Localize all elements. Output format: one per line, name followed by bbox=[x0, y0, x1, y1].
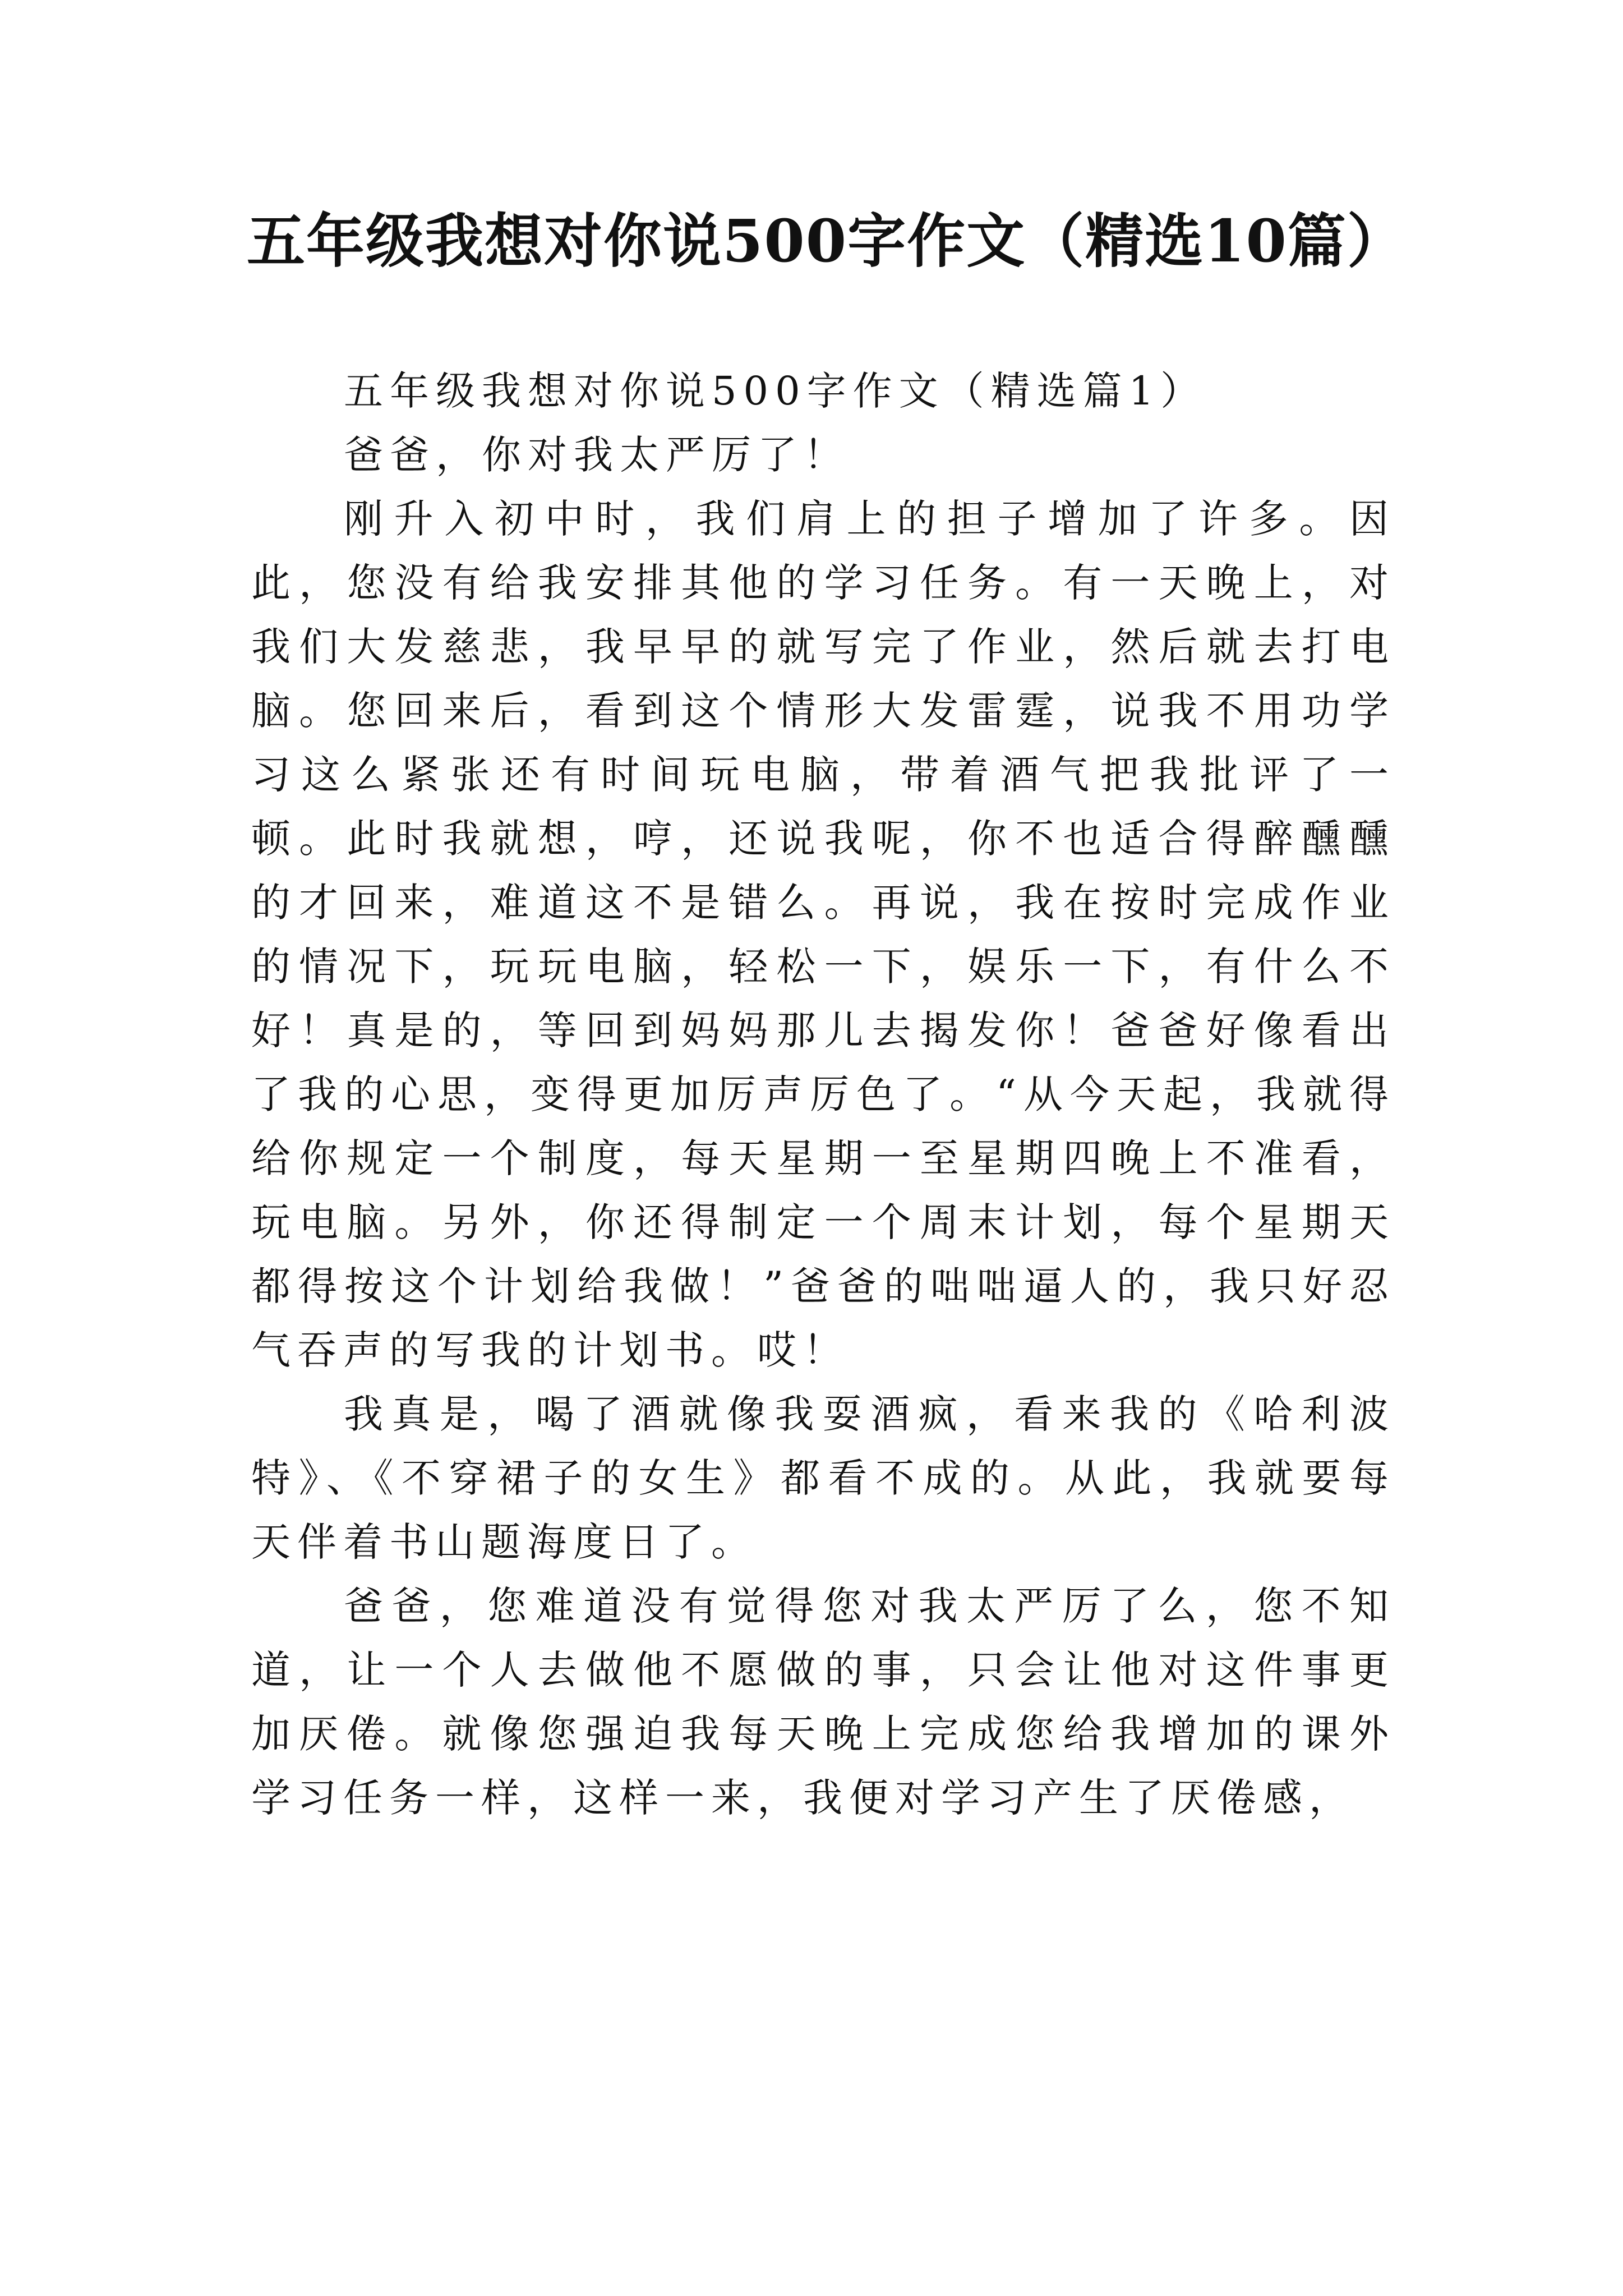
document-title: 五年级我想对你说500字作文（精选10篇） bbox=[247, 206, 1407, 275]
paragraph: 刚升入初中时，我们肩上的担子增加了许多。因此，您没有给我安排其他的学习任务。有一天晚上，对我们大发慈悲，我早早的就写完了作业，然后就去打电脑。您回来后，看到这个情形大发雷霆，说我不用功学习这么紧张还有时间玩电脑，带着酒气把我批评了一顿。此时我就想，哼，还说我呢，你不也适合得醉醺醺的才回来，难道这不是错么。再说，我在按时完成作业的情况下，玩玩电脑，轻松一下，娱乐一下，有什么不好！真是的，等回到妈妈那儿去揭发你！爸爸好像看出了我的心思，变得更加厉声厉色了。“从今天起，我就得给你规定一个制度，每天星期一至星期四晚上不准看，玩电脑。另外，你还得制定一个周末计划，每个星期天都得按这个计划给我做！”爸爸的咄咄逼人的，我只好忍气吞声的写我的计划书。哎！ bbox=[251, 496, 1395, 1373]
document-body bbox=[251, 359, 1395, 1830]
paragraph: 爸爸，你对我太严厉了！ bbox=[344, 432, 850, 478]
paragraph: 爸爸，您难道没有觉得您对我太严厉了么，您不知道，让一个人去做他不愿做的事，只会让他对这件事更加厌倦。就像您强迫我每天晚上完成您给我增加的课外学习任务一样，这样一来，我便对学习产生了厌倦感， bbox=[251, 1583, 1395, 1821]
section-heading: 五年级我想对你说500字作文（精选篇1） bbox=[344, 368, 1207, 414]
paragraph: 我真是，喝了酒就像我耍酒疯，看来我的《哈利波特》、《不穿裙子的女生》都看不成的。从此，我就要每天伴着书山题海度日了。 bbox=[251, 1391, 1395, 1565]
